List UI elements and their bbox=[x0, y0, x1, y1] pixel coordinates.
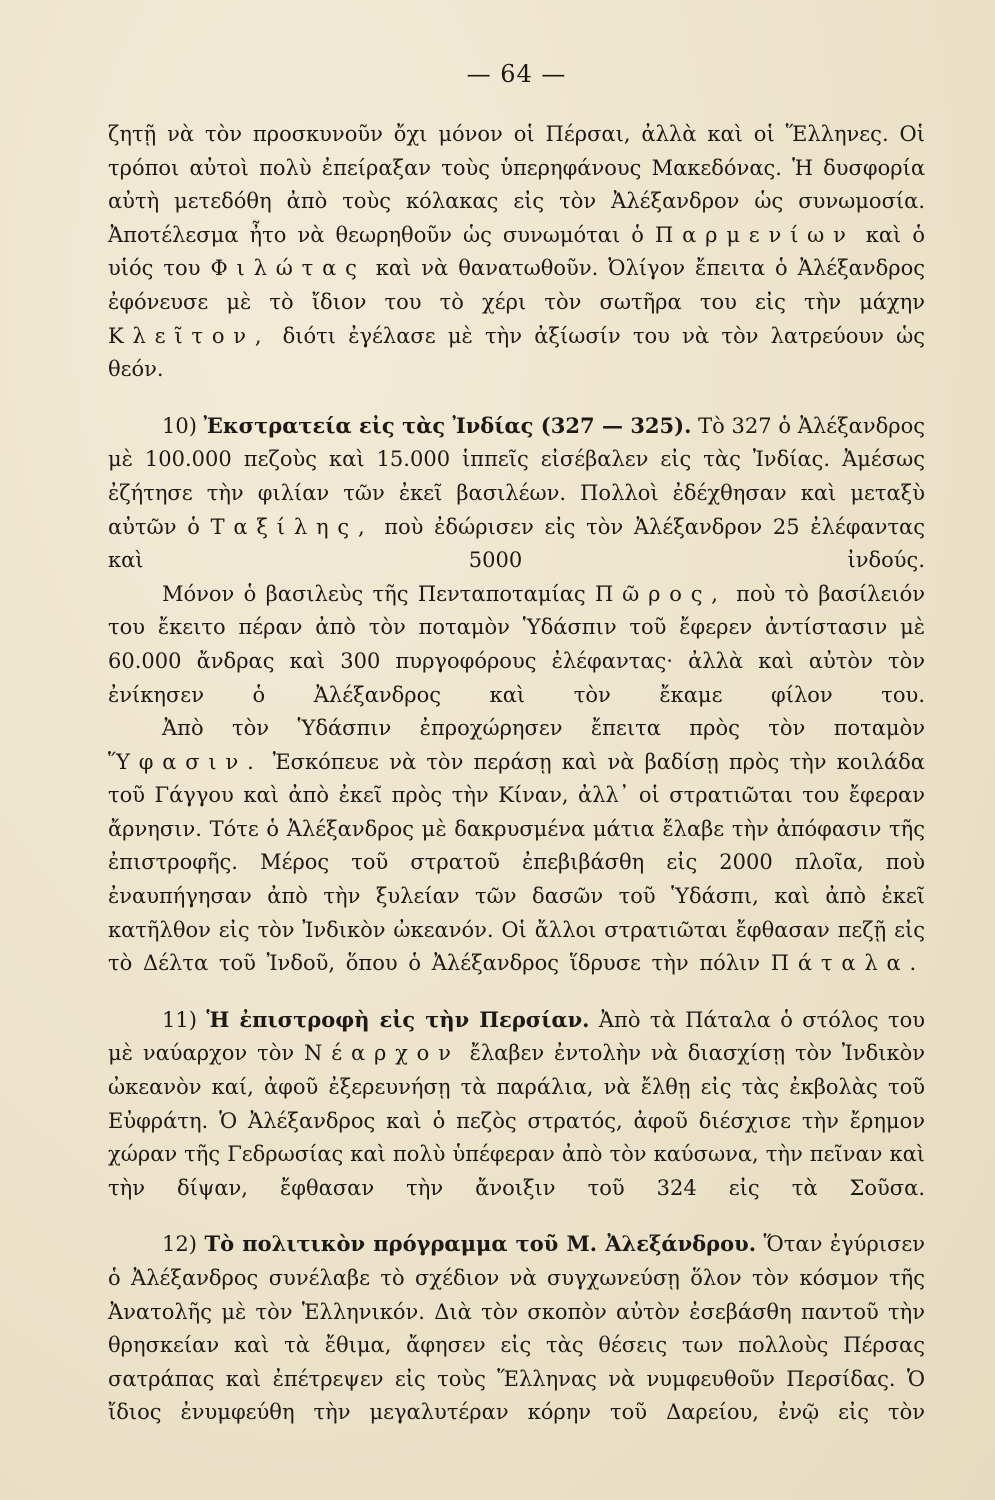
page-number: — 64 — bbox=[466, 60, 567, 88]
name-patala: Πάταλα. bbox=[770, 951, 925, 976]
section-12-policy bbox=[108, 1227, 925, 1430]
text: Τὸ 327 ὁ Ἀλέξανδρος μὲ 100.000 πεζοὺς καὶ 15.000 ἱππεῖς εἰσέβαλεν εἰς τὰς Ἰνδίας. Ἀμέσως ἐζήτησε τὴν φιλίαν τῶν ἐκεῖ βασιλέων. Πολλοὶ ἐδέχθησαν καὶ μεταξὺ αὐτῶν ὁ bbox=[108, 413, 925, 539]
text: διότι ἐγέλασε μὲ τὴν ἀξίωσίν του νὰ τὸν λατρεύουν ὡς θεόν. bbox=[108, 323, 925, 382]
section-11-return bbox=[108, 1003, 925, 1206]
section-heading: Ἡ ἐπιστροφὴ εἰς τὴν Περσίαν. bbox=[206, 1006, 590, 1032]
text: ζητῇ νὰ τὸν προσκυνοῦν ὄχι μόνον οἱ Πέρσαι, ἀλλὰ καὶ οἱ Ἕλληνες. Οἱ τρόποι αὐτοὶ πολὺ ἐπείραξαν τοὺς ὑπερηφάνους Μακεδόνας. Ἡ δυσφορία αὐτὴ μετεδόθη ἀπὸ τοὺς κόλακας εἰς τὸν Ἀλέξανδρον ὡς συνωμοσία. Ἀποτέλεσμα ἦτο νὰ θεωρηθοῦν ὡς συνωμόται ὁ bbox=[108, 122, 925, 247]
paragraph-conspiracy bbox=[108, 118, 925, 387]
name-parmenion: Παρμενίων bbox=[655, 222, 855, 247]
section-heading: Τὸ πολιτικὸν πρόγραμμα τοῦ Μ. Ἀλεξάνδρου. bbox=[204, 1231, 757, 1257]
text: Ὅταν ἐγύρισεν ὁ Ἀλέξανδρος συνέλαβε τὸ σχέδιον νὰ συγχωνεύσῃ ὅλον τὸν κόσμον τῆς Ἀνατολῆς μὲ τὸν Ἑλληνικόν. Διὰ τὸν σκοπὸν αὐτὸν ἐσεβάσθη παντοῦ τὴν θρησκείαν καὶ τὰ ἔθιμα, ἄφησεν εἰς τὰς θέσεις των πολλοὺς Πέρσας σατράπας καὶ ἐπέτρεψεν εἰς τοὺς Ἕλληνας νὰ νυμφευθοῦν Περσίδας. Ὁ ἴδιος ἐνυμφεύθη τὴν μεγαλυτέραν κόρην τοῦ Δαρείου, ἐνῷ εἰς τὸν bbox=[108, 1232, 925, 1425]
section-number: 11) bbox=[162, 1007, 207, 1032]
text: Μόνον ὁ βασιλεὺς τῆς Πενταποταμίας bbox=[162, 581, 596, 606]
section-heading: Ἐκστρατεία εἰς τὰς Ἰνδίας (327 — 325). bbox=[203, 412, 692, 438]
section-number: 10) bbox=[162, 413, 204, 438]
name-taxilis: Ταξίλης, bbox=[210, 514, 374, 539]
text: ἔλαβεν ἐντολὴν νὰ διασχίσῃ τὸν Ἰνδικὸν ὠκεανὸν καί, ἀφοῦ ἐξερευνήσῃ τὰ παράλια, νὰ ἔλθῃ εἰς τὰς ἐκβολὰς τοῦ Εὐφράτη. Ὁ Ἀλέξανδρος καὶ ὁ πεζὸς στρατός, ἀφοῦ διέσχισε τὴν ἔρημον χώραν τῆς Γεδρωσίας καὶ πολὺ ὑπέφεραν ἀπὸ τὸν καύσωνα, τὴν πεῖναν καὶ τὴν δίψαν, ἔφθασαν τὴν ἄνοιξιν τοῦ 324 εἰς τὰ Σοῦσα. bbox=[108, 1041, 925, 1200]
name-kleitos: Κλεῖτον, bbox=[108, 323, 271, 348]
text: Ἀπὸ τὸν Ὑδάσπιν ἐπροχώρησεν ἔπειτα πρὸς τὸν ποταμὸν bbox=[162, 716, 925, 741]
paragraph-poros bbox=[108, 578, 925, 712]
section-number: 12) bbox=[162, 1232, 205, 1257]
text: Ἀπὸ τὰ Πάταλα ὁ στόλος του μὲ ναύαρχον τὸν bbox=[108, 1007, 925, 1066]
section-10-india bbox=[108, 409, 925, 578]
text: καὶ ὁ υἱός του bbox=[108, 222, 925, 281]
name-nearchos: Νέαρχον bbox=[304, 1041, 460, 1066]
name-poros: Πῶρος, bbox=[595, 581, 727, 606]
paragraph-hyphasis bbox=[108, 712, 925, 981]
text: ποὺ ἐδώρισεν εἰς τὸν Ἀλέξανδρον 25 ἐλέφαντας καὶ 5000 ἰνδούς. bbox=[108, 514, 925, 573]
text: καὶ νὰ θανατωθοῦν. Ὀλίγον ἔπειτα ὁ Ἀλέξανδρος ἐφόνευσε μὲ τὸ ἴδιον του τὸ χέρι τὸν σωτῆρα του εἰς τὴν μάχην bbox=[108, 256, 925, 314]
text: Ἐσκόπευε νὰ τὸν περάσῃ καὶ νὰ βαδίσῃ πρὸς τὴν κοιλάδα τοῦ Γάγγου καὶ ἀπὸ ἐκεῖ πρὸς τὴν Κίναν, ἀλλ᾽ οἱ στρατιῶται του ἔφεραν ἄρνησιν. Τότε ὁ Ἀλέξανδρος μὲ δακρυσμένα μάτια ἔλαβε τὴν ἀπόφασιν τῆς ἐπιστροφῆς. Μέρος τοῦ στρατοῦ ἐπεβιβάσθη εἰς 2000 πλοῖα, ποὺ ἐναυπήγησαν ἀπὸ τὴν ξυλείαν τῶν δασῶν τοῦ Ὑδάσπι, καὶ ἀπὸ ἐκεῖ κατῆλθον εἰς τὸν Ἰνδικὸν ὠκεανόν. Οἱ ἄλλοι στρατιῶται ἔφθασαν πεζῇ εἰς τὸ Δέλτα τοῦ Ἰνδοῦ, ὅπου ὁ Ἀλέξανδρος ἵδρυσε τὴν πόλιν bbox=[108, 749, 925, 976]
name-philotas: Φιλώτας bbox=[210, 256, 366, 281]
name-hyphasis: Ὕφασιν. bbox=[108, 749, 263, 774]
text: ποὺ τὸ βασίλειόν του ἔκειτο πέραν ἀπὸ τὸν ποταμὸν Ὑδάσπιν τοῦ ἔφερεν ἀντίστασιν μὲ 60.000 ἄνδρας καὶ 300 πυργοφόρους ἐλέφαντας· ἀλλὰ καὶ αὐτὸν τὸν ἐνίκησεν ὁ Ἀλέξανδρος καὶ τὸν ἔκαμε φίλον του. bbox=[108, 581, 925, 707]
